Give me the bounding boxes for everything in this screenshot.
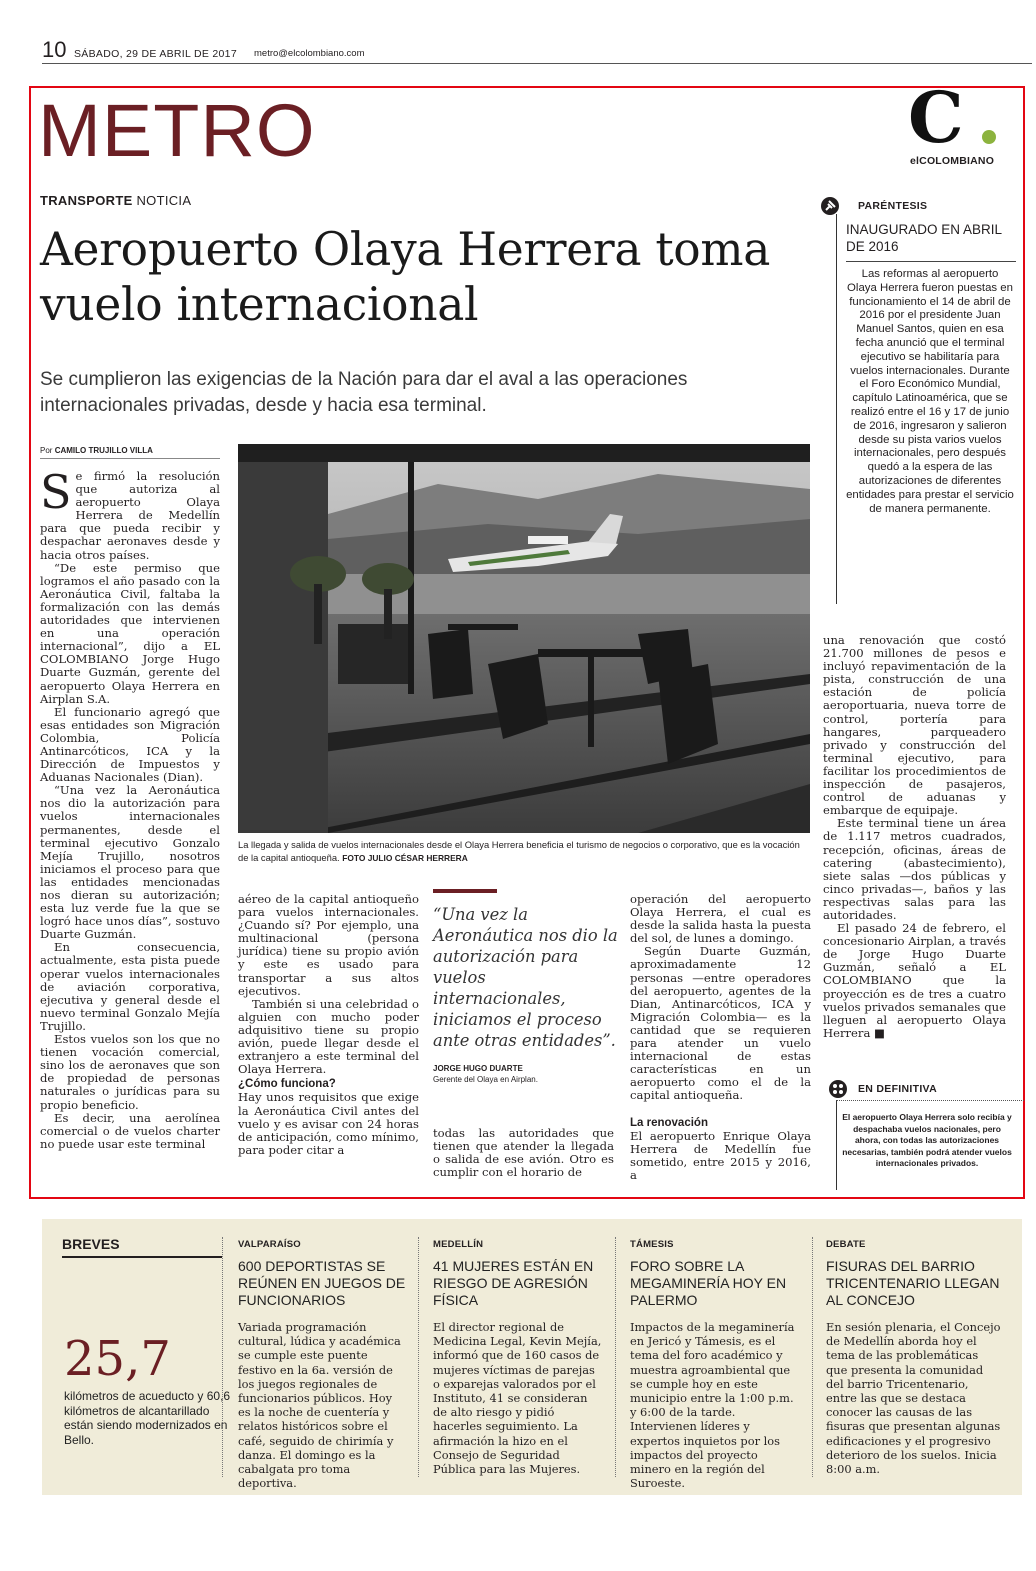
paragraph: El funcionario agregó que esas entidades son Migración Colombia, Policía Antinarcóticos, ICA y la Dirección de Impuestos y Aduanas Nacionales (Dian).: [40, 704, 220, 785]
paragraph: “Una vez la Aeronáutica nos dio la autorización para vuelos internacionales permanentes, desde el terminal ejecutivo Gonzalo Mejía Trujillo, nosotros iniciamos el proceso para que las entidades mencionadas nos dieran su autorización; esta luz verde fue la que se logró hace unos días”, sostuvo Duarte Guzmán.: [40, 783, 220, 942]
breves-number: 25,7: [64, 1331, 171, 1387]
quote-role: Gerente del Olaya en Airplan.: [433, 1075, 538, 1084]
quote-author: JORGE HUGO DUARTE: [433, 1064, 523, 1073]
paragraph: También si una celebridad o alguien con mucho poder adquisitivo tiene su propio avión, puede llegar desde el extranjero a este terminal del Olaya Herrera.: [238, 996, 419, 1077]
brief-text: En sesión plenaria, el Concejo de Medellín aborda hoy el tema de las problemáticas que presenta la comunidad del barrio Tricentenario, entre las que se destaca conocer las causas de las fisuras que presentan algunas edificaciones y el progresivo deterioro de los suelos. Inicia 8:00 a.m.: [826, 1320, 1001, 1477]
article-column-4: [630, 893, 811, 1182]
subhead: ¿Cómo funciona?: [238, 1078, 336, 1091]
brief-place: VALPARAÍSO: [238, 1239, 301, 1250]
paragraph: Estos vuelos son los que no tienen vocación comercial, sino los de aeronaves que son de propiedad de personas naturales o jurídicas para su propio beneficio.: [40, 1032, 220, 1112]
article-deck: Se cumplieron las exigencias de la Nación para dar el aval a las operaciones internacionales privadas, desde y hacia esa terminal.: [40, 369, 688, 416]
brief-item: [630, 1219, 802, 1495]
en-definitiva-label: EN DEFINITIVA: [858, 1083, 937, 1095]
paragraph: operación del aeropuerto Olaya Herrera, el cual es desde la salida hasta la puesta del sol, de lunes a domingo.: [630, 892, 811, 946]
byline: [40, 446, 220, 459]
logo-letter: C: [908, 76, 964, 159]
paragraph: Es decir, una aerolínea comercial o de vuelos charter no puede usar este terminal: [40, 1110, 220, 1151]
logo-name: elCOLOMBIANO: [910, 155, 995, 167]
breves-label: BREVES: [62, 1236, 222, 1258]
newspaper-logo: [908, 76, 1028, 170]
brief-item: [826, 1219, 1002, 1495]
photo-caption: [238, 838, 810, 865]
article-column-2: [238, 893, 419, 1157]
airport-lounge-image: [238, 444, 810, 833]
quote-rule: [433, 889, 497, 893]
article-column-5: [823, 634, 1006, 1040]
photo-credit: FOTO JULIO CÉSAR HERRERA: [342, 853, 468, 863]
brief-title: 600 DEPORTISTAS SE REÚNEN EN JUEGOS DE FUNCIONARIOS: [238, 1258, 406, 1308]
brief-text: Impactos de la megaminería en Jericó y Támesis, es el tema del foro académico y muestra agroambiental que se cumple hoy en este municipio entre la 1:00 p.m. y 6:00 de la tarde. Intervienen líderes y expertos inquietos por los impactos del proyecto minero en la región del Suroeste.: [630, 1320, 795, 1491]
subhead: La renovación: [630, 1116, 708, 1129]
article-headline: Aeropuerto Olaya Herrera toma vuelo internacional: [40, 223, 771, 331]
article-column-1: [40, 465, 220, 1151]
kicker-type: NOTICIA: [136, 193, 192, 208]
paragraph: El aeropuerto Enrique Olaya Herrera de Medellín fue sometido, entre 2015 y 2016, a: [630, 1128, 811, 1182]
brief-place: MEDELLÍN: [433, 1239, 484, 1250]
paragraph: Este terminal tiene un área de 1.117 metros cuadrados, recepción, oficinas, áreas de catering (abastecimiento), siete salas —dos públicas y cinco privadas—, baños y las respectivas salas para las autoridades.: [823, 816, 1006, 922]
section-title: METRO: [38, 89, 316, 172]
pushpin-icon: [820, 196, 840, 216]
paragraph: “De este permiso que logramos el año pasado con la Aeronáutica Civil, faltaba la formalización con las demás autoridades que intervienen en una operación internacional”, dijo a EL COLOMBIANO Jorge Hugo Duarte Guzmán, gerente del aeropuerto Olaya Herrera en Airplan S.A.: [40, 560, 220, 706]
article-photo: [238, 444, 810, 833]
breves-number-text: kilómetros de acueducto y 60,6 kilómetros de alcantarillado están siendo modernizados en Bello.: [64, 1389, 231, 1447]
divider: [418, 1237, 419, 1477]
byline-prefix: Por: [40, 446, 53, 455]
brief-place: DEBATE: [826, 1239, 866, 1250]
paragraph: todas las autoridades que tienen que atender la llegada o salida de ese avión. Otro es cumplir con el horario de: [433, 1126, 614, 1180]
caption-text: La llegada y salida de vuelos internacionales desde el Olaya Herrera beneficia el turismo de negocios o corporativo, que es la vocación de la capital antioqueña.: [238, 839, 800, 863]
brief-item: [238, 1219, 408, 1495]
divider: [615, 1237, 616, 1477]
publication-date: SÁBADO, 29 DE ABRIL DE 2017: [74, 48, 237, 60]
paragraph: Según Duarte Guzmán, aproximadamente 12 personas —entre operadores del aeropuerto, agentes de la Dian, Antinarcóticos, ICA y Migración Colombia— es la cantidad que se requieren para atender un vuelo internacional de estas características en un aeropuerto como el de la capital antioqueña.: [630, 944, 811, 1103]
divider: [222, 1237, 223, 1477]
brief-text: Variada programación cultural, lúdica y académica se cumple este puente festivo en la 6a. versión de los juegos regionales de funcionarios públicos. Hoy es la noche de cuentería y relatos históricos sobre el café, seguido de chirimía y danza. El domingo es la cabalgata pro toma deportiva.: [238, 1320, 401, 1491]
summary-icon: [828, 1079, 848, 1099]
paragraph: una renovación que costó 21.700 millones de pesos e incluyó repavimentación de la pista, construcción de una estación de policía aeroportuaria, nueva torre de control, portería para hangares, parqueadero privado y construcción del terminal ejecutivo, para facilitar los procedimientos de inspección de pasajeros, control de aduanas y embarque de equipaje.: [823, 633, 1006, 818]
parentesis-label: PARÉNTESIS: [858, 200, 928, 212]
brief-title: FISURAS DEL BARRIO TRICENTENARIO LLEGAN AL CONCEJO: [826, 1258, 1000, 1308]
article-kicker: [40, 193, 191, 208]
page-header: [42, 38, 1032, 64]
paragraph: El pasado 24 de febrero, el concesionario Airplan, a través de Jorge Hugo Duarte Guzmán, señaló a EL COLOMBIANO que la proyección es de tres a cuatro vuelos privados semanales que lleguen al aeropuerto Olaya Herrera ■: [823, 921, 1006, 1040]
section-email: metro@elcolombiano.com: [254, 48, 365, 59]
parentesis-text: Las reformas al aeropuerto Olaya Herrera fueron puestas en funcionamiento el 14 de abril de 2016 por el presidente Juan Manuel Santos, quien en esa fecha anunció que el terminal ejecutivo se habilitaría para vuelos internacionales. Durante el Foro Económico Mundial, capítulo Latinoamérica, que se realizó entre el 16 y 17 de junio de 2016, ingresaron y salieron desde su pista varios vuelos internacionales, pero después quedó a la espera de las autorizaciones de diferentes entidades para prestar el servicio de manera permanente.: [846, 268, 1014, 515]
brief-text: El director regional de Medicina Legal, Kevin Mejía, informó que de 160 casos de mujeres víctimas de parejas o exparejas valorados por el Instituto, 41 se consideran de alto riesgo y pidió hacerles seguimiento. La afirmación la hizo en el Consejo de Seguridad Pública para las Mujeres.: [433, 1320, 602, 1477]
divider: [812, 1237, 813, 1477]
paragraph: Hay unos requisitos que exige la Aeronáutica Civil antes del vuelo y es avisar con 24 horas de anticipación, como mínimo, para poder citar a: [238, 1090, 419, 1157]
brief-place: TÁMESIS: [630, 1239, 674, 1250]
brief-title: FORO SOBRE LA MEGAMINERÍA HOY EN PALERMO: [630, 1258, 787, 1308]
drop-cap: S: [40, 465, 72, 519]
pull-quote: “Una vez la Aeronáutica nos dio la autorización para vuelos internacionales, iniciamos el proceso ante otras entidades”.: [433, 905, 618, 1050]
byline-author: CAMILO TRUJILLO VILLA: [54, 446, 153, 455]
en-definitiva-text: El aeropuerto Olaya Herrera solo recibía y despachaba vuelos nacionales, pero ahora, con todas las autorizaciones necesarias, también podrá atender vuelos internacionales privados.: [842, 1112, 1012, 1169]
paragraph: En consecuencia, actualmente, esta pista puede operar vuelos internacionales de aviación corporativa, ejecutiva y general desde el nuevo terminal Gonzalo Mejía Trujillo.: [40, 940, 220, 1033]
logo-dot-icon: [982, 130, 996, 144]
article-column-3: [433, 1127, 614, 1179]
page-number: 10: [42, 37, 67, 62]
brief-item: [433, 1219, 605, 1495]
breves-section: [42, 1219, 1022, 1495]
paragraph: Se firmó la resolución que autoriza al aeropuerto Olaya Herrera de Medellín para que pueda recibir y despachar aeronaves desde y hacia otros países.: [40, 465, 220, 562]
parentesis-title: INAUGURADO EN ABRIL DE 2016: [846, 221, 1016, 262]
paragraph: aéreo de la capital antioqueño para vuelos internacionales. ¿Cuando sí? Por ejemplo, una multinacional (persona jurídica) tiene su propio avión y este es usado para transportar a sus altos ejecutivos.: [238, 892, 419, 998]
brief-title: 41 MUJERES ESTÁN EN RIESGO DE AGRESIÓN FÍSICA: [433, 1258, 594, 1308]
kicker-topic: TRANSPORTE: [40, 193, 133, 208]
